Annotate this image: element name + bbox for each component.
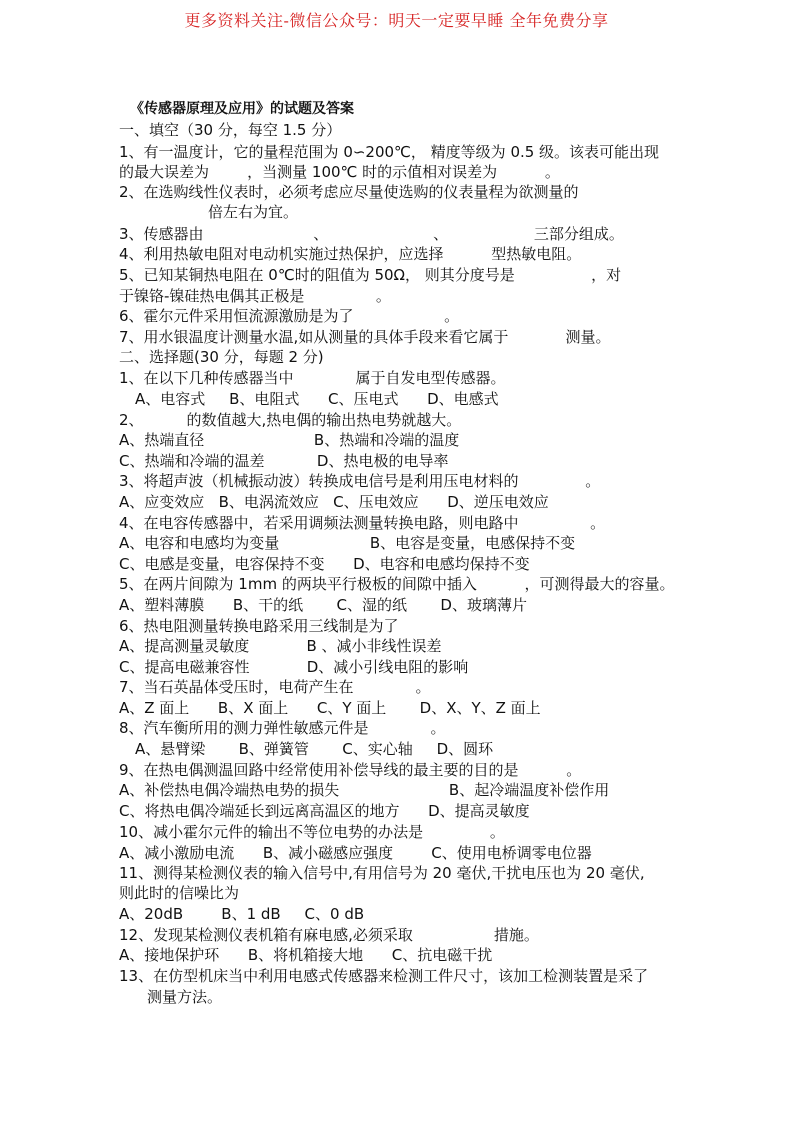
option-line: C、将热电偶冷端延长到远离高温区的地方 D、提高灵敏度 xyxy=(119,802,530,820)
question-line: 4、利用热敏电阻对电动机实施过热保护，应选择 型热敏电阻。 xyxy=(119,245,582,263)
question-line: 3、传感器由 、 、 三部分组成。 xyxy=(119,225,624,243)
promo-banner: 更多资料关注-微信公众号：明天一定要早睡 全年免费分享 xyxy=(184,11,609,30)
question-line: 5、已知某铜热电阻在 0℃时的阻值为 50Ω， 则其分度号是 ，对 xyxy=(119,266,622,284)
option-line: C、提高电磁兼容性 D、减小引线电阻的影响 xyxy=(119,658,469,676)
question-line: 12、发现某检测仪表机箱有麻电感,必须采取 措施。 xyxy=(119,926,539,944)
question-line: 测量方法。 xyxy=(147,988,223,1006)
option-line: A、热端直径 B、热端和冷端的温度 xyxy=(119,431,460,449)
option-line: A、Z 面上 B、X 面上 C、Y 面上 D、X、Y、Z 面上 xyxy=(119,699,541,717)
option-line: C、电感是变量，电容保持不变 D、电容和电感均保持不变 xyxy=(119,555,530,573)
question-line: 则此时的信噪比为 xyxy=(119,884,240,902)
option-line: A、电容式 B、电阻式 C、压电式 D、电感式 xyxy=(135,390,499,408)
question-line: 9、在热电偶测温回路中经常使用补偿导线的最主要的目的是 。 xyxy=(119,761,582,779)
question-line: 1、在以下几种传感器当中 属于自发电型传感器。 xyxy=(119,369,506,387)
question-line: 于镍铬-镍硅热电偶其正极是 。 xyxy=(119,287,391,305)
option-line: A、电容和电感均为变量 B、电容是变量，电感保持不变 xyxy=(119,534,576,552)
option-line: A、悬臂梁 B、弹簧管 C、实心轴 D、圆环 xyxy=(135,740,494,758)
question-line: 4、在电容传感器中，若采用调频法测量转换电路，则电路中 。 xyxy=(119,514,606,532)
question-line: 2、 的数值越大,热电偶的输出热电势就越大。 xyxy=(119,411,462,429)
option-line: C、热端和冷端的温差 D、热电极的电导率 xyxy=(119,452,449,470)
question-line: 8、汽车衡所用的测力弹性敏感元件是 。 xyxy=(119,719,446,737)
option-line: A、减小激励电流 B、减小磁感应强度 C、使用电桥调零电位器 xyxy=(119,844,592,862)
question-line: 10、减小霍尔元件的输出不等位电势的办法是 。 xyxy=(119,823,505,841)
question-line: 倍左右为宜。 xyxy=(208,203,299,221)
option-line: A、塑料薄膜 B、干的纸 C、湿的纸 D、玻璃薄片 xyxy=(119,596,527,614)
option-line: A、提高测量灵敏度 B 、减小非线性误差 xyxy=(119,637,442,655)
option-line: A、接地保护环 B、将机箱接大地 C、抗电磁干扰 xyxy=(119,946,493,964)
question-line: 1、有一温度计，它的量程范围为 0∽200℃， 精度等级为 0.5 级。该表可能出现 xyxy=(119,143,660,161)
question-line: 2、在选购线性仪表时，必须考虑应尽量使选购的仪表量程为欲测量的 xyxy=(119,183,579,201)
option-line: A、20dB B、1 dB C、0 dB xyxy=(119,905,365,923)
option-line: A、应变效应 B、电涡流效应 C、压电效应 D、逆压电效应 xyxy=(119,493,549,511)
document-title: 《传感器原理及应用》的试题及答案 xyxy=(130,101,354,117)
question-line: 7、当石英晶体受压时，电荷产生在 。 xyxy=(119,678,431,696)
question-line: 11、测得某检测仪表的输入信号中,有用信号为 20 毫伏,干扰电压也为 20 毫伏, xyxy=(119,864,645,882)
question-line: 的最大误差为 ，当测量 100℃ 时的示值相对误差为 。 xyxy=(119,163,560,181)
section-heading-fill-in: 一、填空（30 分，每空 1.5 分） xyxy=(119,121,342,139)
option-line: A、补偿热电偶冷端热电势的损失 B、起冷端温度补偿作用 xyxy=(119,781,610,799)
question-line: 3、将超声波（机械振动波）转换成电信号是利用压电材料的 。 xyxy=(119,472,601,490)
question-line: 13、在仿型机床当中利用电感式传感器来检测工件尺寸，该加工检测装置是采了 xyxy=(119,967,649,985)
question-line: 7、用水银温度计测量水温,如从测量的具体手段来看它属于 测量。 xyxy=(119,328,611,346)
question-line: 5、在两片间隙为 1mm 的两块平行极板的间隙中插入 ，可测得最大的容量。 xyxy=(119,575,675,593)
question-line: 6、热电阻测量转换电路采用三线制是为了 xyxy=(119,617,399,635)
question-line: 6、霍尔元件采用恒流源激励是为了 。 xyxy=(119,307,460,325)
section-heading-choice: 二、选择题(30 分，每题 2 分) xyxy=(119,348,324,366)
